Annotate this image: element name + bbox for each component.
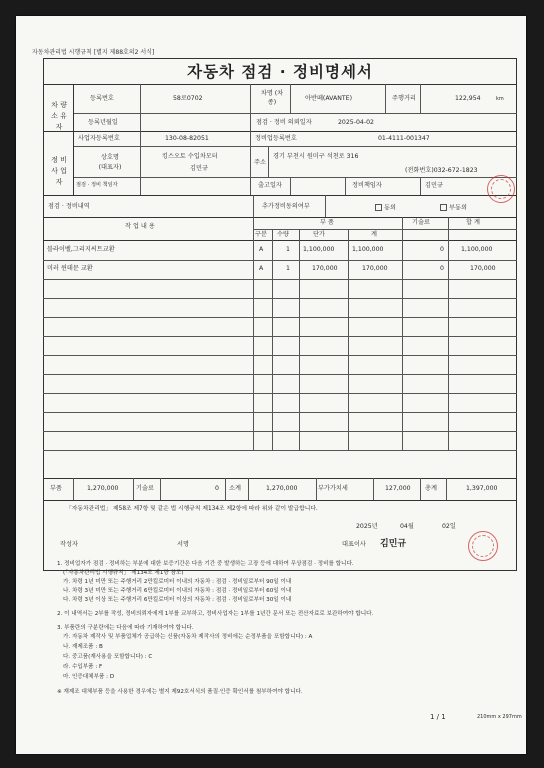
disagree-label: 부동의: [449, 204, 467, 212]
paper-size: 210mm x 297mm: [477, 714, 522, 720]
bizno-label: 사업자등록번호: [78, 135, 120, 142]
sum-total-value: 1,397,000: [466, 485, 498, 492]
writer-label: 작성자: [60, 541, 78, 548]
address-value: 경기 부천시 원미구 석천로 316: [273, 153, 359, 160]
agree-checkbox[interactable]: [375, 204, 396, 212]
reg-no-value: 58로0702: [173, 95, 203, 102]
repair-request-label: 점검 · 정비내역: [48, 203, 90, 210]
extra-consent-label: 추가정비동의여부: [262, 203, 310, 210]
shopreg-value: 01-4111-001347: [378, 135, 430, 142]
sum-vat-label: 부가가치세: [318, 485, 348, 492]
bizno-value: 130-08-82051: [165, 135, 209, 142]
note-line: 가. 자동차 제작사 및 부품업체가 공급하는 신품(자동차 제작사의 정비에는 순정부품을 포함합니다) : A: [63, 634, 313, 640]
issue-month: 04월: [400, 523, 414, 530]
row-amount: 1,100,000: [352, 246, 384, 253]
address-label: 주소: [254, 159, 266, 166]
model-value: 아반떼(AVANTE): [305, 95, 352, 102]
manager-label: 정비책임자: [352, 182, 382, 189]
note-line: 1. 정비업자가 점검 · 정비하는 부분에 대한 보증기간은 다음 기간 중 발생하는 고장 등에 대하여 무상점검 · 정비를 합니다.: [57, 561, 354, 567]
note-line: 3. 부품란의 구분란에는 다음에 따라 기재하여야 합니다.: [57, 625, 194, 631]
phone-value: (전화번호)032-672-1823: [405, 167, 478, 174]
ceo-signature: 김민규: [380, 539, 407, 549]
mileage-value: 122,954: [455, 95, 481, 102]
total-header: 합 계: [466, 219, 480, 226]
sum-parts-value: 1,270,000: [87, 485, 119, 492]
first-reg-label: 등록년월일: [88, 119, 118, 126]
row-unit-price: 1,100,000: [303, 246, 335, 253]
shop-section-label: 정 비 사 업 자: [51, 156, 67, 187]
row-tech: 0: [440, 246, 444, 253]
out-date-label: 출고일자: [258, 182, 282, 189]
company-seal-icon: [487, 175, 515, 203]
row-total: 1,100,000: [461, 246, 493, 253]
row-tech: 0: [440, 265, 444, 272]
row-work: 미러 윈데문 교환: [47, 265, 93, 272]
ceo-seal-icon: [468, 531, 498, 561]
page-title: 자동차 점검 · 정비명세서: [187, 63, 373, 81]
inspector-label: 점검 · 정비 책임자: [76, 182, 118, 188]
row-work: 블라이벨,그리지씨트교환: [47, 246, 115, 253]
issue-day: 02일: [442, 523, 456, 530]
sum-vat-value: 127,000: [385, 485, 411, 492]
request-date-label: 점검 · 정비 의뢰일자: [256, 119, 312, 126]
model-label: 차명 (차종): [260, 90, 284, 107]
note-line: 마. 인증대체부품 : D: [63, 674, 115, 680]
reg-no-label: 등록번호: [90, 95, 114, 102]
note-line: 가. 차령 1년 미만 또는 주행거리 2만킬로미터 이내의 자동차 : 점검 · 정비일로부터 90일 이내: [63, 579, 292, 585]
request-date-value: 2025-04-02: [338, 119, 374, 126]
sum-total-label: 총계: [425, 485, 437, 492]
shop-name-label: 상호명 (대표자): [98, 154, 122, 171]
sum-parts-label: 부품: [50, 485, 62, 492]
note-line: ※ 재제조 대체부품 등을 사용한 경우에는 별지 제92호서식의 품질·인증 확인서를 첨부하여야 합니다.: [57, 689, 303, 695]
agree-label: 동의: [384, 204, 396, 212]
note-line: 나. 차령 3년 미만 또는 주행거리 6만킬로미터 이내의 자동차 : 점검 · 정비일로부터 60일 이내: [63, 588, 292, 594]
tech-header: 기술료: [412, 219, 430, 226]
note-line: 다. 중고품(재사용을 포함합니다) : C: [63, 654, 153, 660]
declaration-text: 「자동차관리법」 제58조 제7항 및 같은 법 시행규칙 제134조 제2항에 따라 위와 같이 발급합니다.: [66, 506, 318, 512]
sum-tech-value: 0: [215, 485, 219, 492]
qty-header: 수량: [277, 231, 289, 238]
row-qty: 1: [286, 265, 290, 272]
row-total: 170,000: [470, 265, 496, 272]
kind-header: 구분: [255, 231, 267, 238]
sum-subtotal-label: 소계: [229, 485, 241, 492]
row-amount: 170,000: [362, 265, 388, 272]
row-kind: A: [259, 246, 264, 253]
ceo-label: 대표이사: [342, 541, 366, 548]
writer-sign-label: 서명: [177, 541, 189, 548]
note-line: 다. 차령 3년 이상 또는 주행거리 6만킬로미터 이상의 자동차 : 점검 · 정비일로부터 30일 이내: [63, 597, 292, 603]
amount-header: 계: [371, 231, 377, 238]
sum-tech-label: 기술료: [136, 485, 154, 492]
note-line: 나. 재제조품 : B: [63, 644, 103, 650]
disagree-checkbox[interactable]: [440, 204, 467, 212]
issue-year: 2025년: [356, 523, 378, 530]
row-kind: A: [259, 265, 264, 272]
parts-header: 부 품: [320, 219, 334, 226]
row-qty: 1: [286, 246, 290, 253]
sum-subtotal-value: 1,270,000: [266, 485, 298, 492]
shop-name-value: 킹스오토 수입차모터: [162, 153, 218, 160]
shop-rep-value: 김민규: [190, 165, 208, 172]
page-number: 1 / 1: [430, 713, 446, 721]
work-header: 작 업 내 용: [125, 223, 155, 230]
law-reference: 자동차관리법 시행규칙 [별지 제88호의2 서식]: [32, 49, 155, 56]
note-line: 라. 수입부품 : F: [63, 664, 103, 670]
row-unit-price: 170,000: [312, 265, 338, 272]
mileage-unit: km: [496, 96, 504, 102]
manager-value: 김민규: [425, 182, 443, 189]
shopreg-label: 정비업등록번호: [255, 135, 297, 142]
mileage-label: 주행거리: [392, 95, 416, 102]
note-line: (「자동차관리법 시행규칙」 제134조 제1항 참조): [63, 570, 184, 576]
owner-section-label: 차 량 소 유 자: [51, 101, 67, 132]
note-line: 2. 이 내역서는 2부를 작성, 정비의뢰자에게 1부를 교부하고, 정비사업자는 1부를 1년간 문서 또는 전산자료로 보관하여야 합니다.: [57, 611, 374, 617]
unit-header: 단가: [313, 231, 325, 238]
